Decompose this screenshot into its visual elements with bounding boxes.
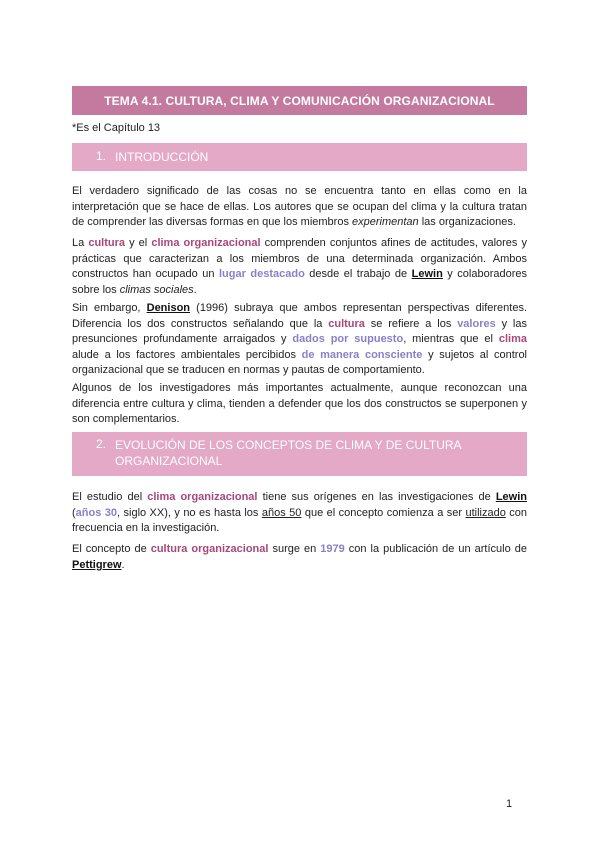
section-title: INTRODUCCIÓN (115, 150, 209, 164)
highlight-term: cultura (328, 317, 365, 330)
highlight-term: cultura (88, 237, 126, 249)
section-title: EVOLUCIÓN DE LOS CONCEPTOS DE CLIMA Y DE CULTURA ORGANIZACIONAL (115, 438, 461, 468)
highlight-term: de manera consciente (301, 348, 423, 361)
emphasis-text: climas sociales (119, 283, 194, 296)
highlight-term: 1979 (320, 543, 345, 555)
section-heading-introduccion (72, 143, 527, 171)
section-heading-evolucion (72, 432, 527, 476)
author-name: Lewin (495, 491, 527, 503)
highlight-term: lugar destacado (219, 268, 305, 281)
highlight-term: años 30 (75, 506, 118, 519)
paragraph-intro-3: Sin embargo, Denison (1996) subraya que ambos representan perspectivas diferentes. Diferencia los dos constructos señalando que la cultura se refiere a los valores y las presunciones profundamente arraigados y dados por supuesto, mientras que el clima alude a los factores ambientales percibidos de manera consciente y sujetos al control organizacional que se traducen en normas y pautas de comportamiento. (72, 302, 528, 377)
paragraph-evolucion-2: El concepto de cultura organizacional surge en 1979 con la publicación de un artículo de Pettigrew. (72, 543, 527, 571)
paragraph-evolucion-1: El estudio del clima organizacional tiene sus orígenes en las investigaciones de Lewin (años 30, siglo XX), y no es hasta los años 50 que el concepto comienza a ser utilizado con frecuencia en la investigación. (72, 491, 527, 535)
author-name: Lewin (411, 268, 443, 281)
paragraph-intro-1: El verdadero significado de las cosas no se encuentra tanto en ellas como en la interpretación que se hace de ellas. Los autores que se ocupan del clima y la cultura tratan de comprender las diversas formas en que los miembros experimentan las organizaciones. (72, 185, 527, 229)
section-number: 1. (96, 149, 107, 163)
highlight-term: clima (498, 333, 527, 346)
underlined-text: utilizado (465, 506, 506, 519)
page-number: 1 (506, 798, 513, 810)
paragraph-intro-2: La cultura y el clima organizacional comprenden conjuntos afines de actitudes, valores y prácticas que caracterizan a los miembros de una determinada organización. Ambos constructos han ocupado un lugar destacado desde el trabajo de Lewin y colaboradores sobre los climas sociales. (72, 237, 528, 296)
author-name: Denison (146, 302, 191, 314)
highlight-term: cultura organizacional (150, 543, 269, 555)
chapter-title: TEMA 4.1. CULTURA, CLIMA Y COMUNICACIÓN ORGANIZACIONAL (72, 86, 527, 115)
highlight-term: clima organizacional (147, 491, 258, 503)
emphasis-text: experimentan (352, 216, 419, 229)
chapter-note: *Es el Capítulo 13 (72, 122, 161, 134)
highlight-term: dados por supuesto (292, 333, 404, 346)
underlined-text: años 50 (261, 506, 302, 519)
section-number: 2. (96, 437, 107, 451)
highlight-term: valores (457, 317, 496, 330)
paragraph-intro-4: Algunos de los investigadores más importantes actualmente, aunque reconozcan una diferencia entre cultura y clima, tienden a defender que los dos constructos se superponen y son complementarios. (72, 382, 527, 426)
author-name: Pettigrew (72, 558, 122, 571)
highlight-term: clima organizacional (151, 237, 261, 249)
